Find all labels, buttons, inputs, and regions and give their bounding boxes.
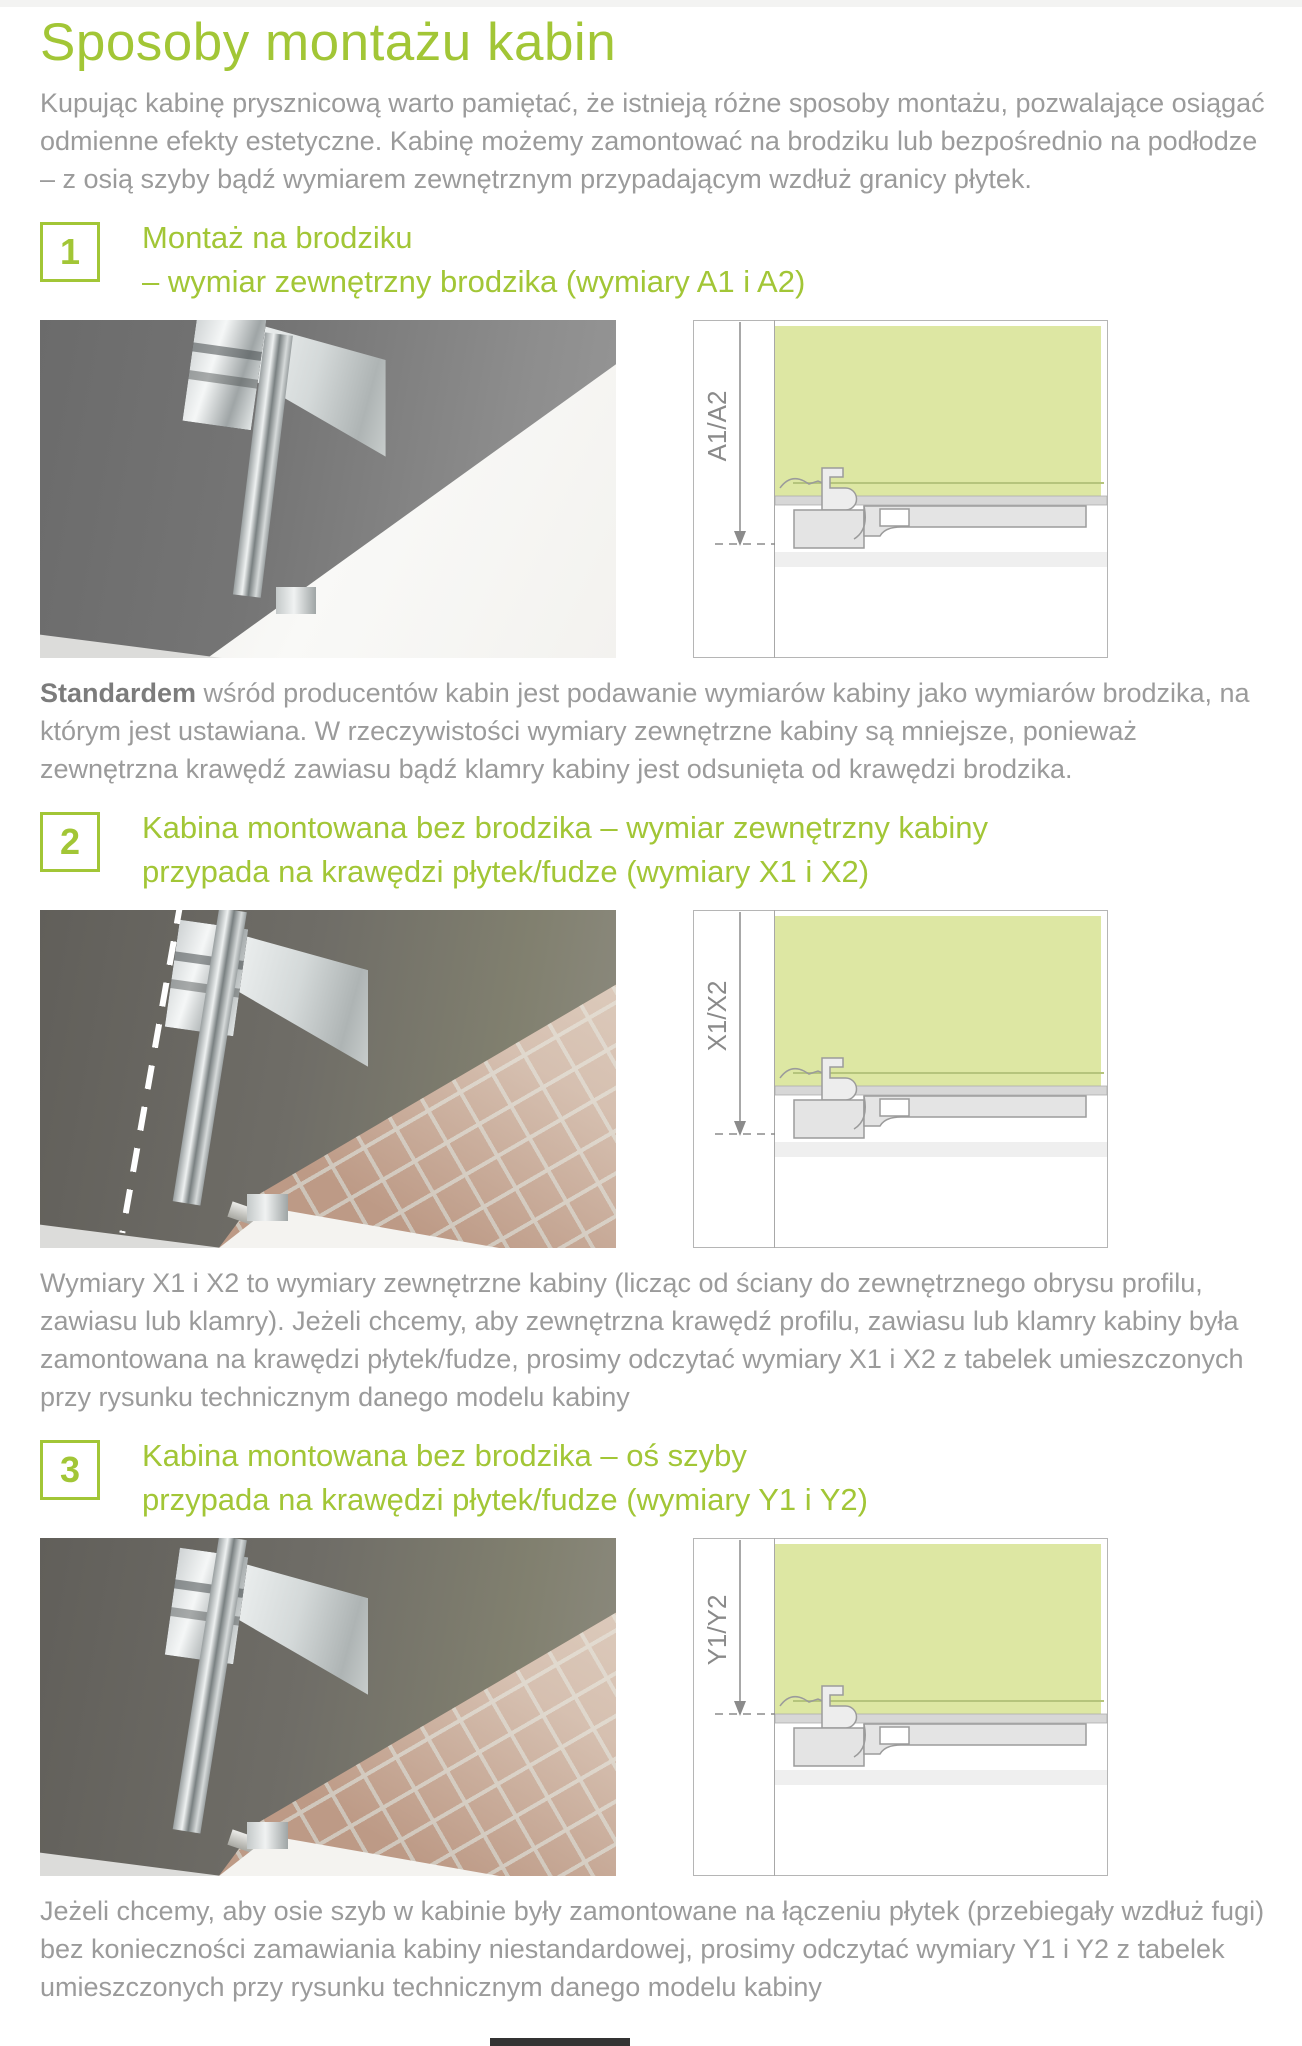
section-header [40, 1434, 1274, 1522]
hinge-arm [236, 1559, 368, 1701]
note-body: Jeżeli chcemy, aby osie szyb w kabinie były zamontowane na łączeniu płytek (przebiegały wzdłuż fugi) bez konieczności zamawiania kabiny niestandardowej, prosimy odczytać wymiary Y1 i Y2 z tabelek umieszczonych przy rysunku technicznym danego modelu kabiny [40, 1896, 1265, 2003]
section-heading-line2: – wymiar zewnętrzny brodzika (wymiary A1 i A2) [142, 264, 806, 300]
figure-row [40, 1538, 1274, 1876]
dimension-label: Y1/Y2 [702, 1594, 732, 1666]
note-body: Wymiary X1 i X2 to wymiary zewnętrzne kabiny (licząc od ściany do zewnętrznego obrysu profilu, zawiasu lub klamry). Jeżeli chcemy, aby zewnętrzna krawędź profilu, zawiasu lub klamry kabiny była zamontowana na krawędzi płytek/fudze, prosimy odczytać wymiary X1 i X2 z tabelek umieszczonych przy rysunku technicznym danego modelu kabiny [40, 1268, 1244, 1413]
note-lead: Standardem [40, 678, 197, 709]
section-bez-brodzika-wymiar-zewnetrzny [40, 806, 1274, 1416]
section-heading-line2: przypada na krawędzi płytek/fudze (wymiary Y1 i Y2) [142, 1482, 868, 1518]
note-body: wśród producentów kabin jest podawanie wymiarów kabiny jako wymiarów brodzika, na którym jest ustawiana. W rzeczywistości wymiary zewnętrzne kabiny są mniejsze, ponieważ zewnętrzna krawędź zawiasu bądź klamry kabiny jest odsunięta od krawędzi brodzika. [40, 678, 1250, 785]
section-heading-line1: Kabina montowana bez brodzika – oś szyby [142, 1438, 747, 1474]
profile-foot [247, 1822, 287, 1849]
section-number-badge: 2 [40, 812, 100, 872]
section-number-badge: 3 [40, 1440, 100, 1500]
figure-row [40, 320, 1274, 658]
profile-foot [276, 587, 316, 614]
section-heading [142, 1434, 868, 1522]
technical-diagram-x1-x2 [693, 910, 1108, 1248]
page-top-edge [0, 0, 1302, 7]
technical-diagram-y1-y2 [693, 1538, 1108, 1876]
section-heading-line2: przypada na krawędzi płytek/fudze (wymiary X1 i X2) [142, 854, 870, 890]
note-paragraph [40, 674, 1274, 788]
section-number-badge: 1 [40, 222, 100, 282]
hinge-plate [182, 320, 266, 429]
photo-hinge-on-shower-tray [40, 320, 616, 658]
photo-hinge-on-tiles [40, 1538, 616, 1876]
dimension-label: X1/X2 [702, 980, 732, 1052]
hinge-arm [236, 931, 368, 1073]
page-title: Sposoby montażu kabin [40, 13, 617, 72]
section-heading-line1: Montaż na brodziku [142, 220, 413, 256]
note-paragraph [40, 1264, 1274, 1416]
figure-row [40, 910, 1274, 1248]
section-heading [142, 806, 988, 894]
photo-hinge-on-tiles-with-axis [40, 910, 616, 1248]
technical-diagram-a1-a2 [693, 320, 1108, 658]
section-header [40, 806, 1274, 894]
profile-foot [247, 1194, 287, 1221]
dimension-label: A1/A2 [702, 390, 732, 462]
page-footer-bar [490, 2038, 630, 2046]
intro-paragraph: Kupując kabinę prysznicową warto pamiętać, że istnieją różne sposoby montażu, pozwalające osiągać odmienne efekty estetyczne. Kabinę możemy zamontować na brodziku lub bezpośrednio na podłodze – z osią szyby bądź wymiarem zewnętrznym przypadającym wzdłuż granicy płytek. [40, 88, 1265, 195]
section-montaz-na-brodziku [40, 216, 1274, 788]
section-heading-line1: Kabina montowana bez brodzika – wymiar zewnętrzny kabiny [142, 810, 989, 846]
section-header [40, 216, 1274, 304]
section-heading [142, 216, 805, 304]
section-bez-brodzika-os-szyby [40, 1434, 1274, 2006]
note-paragraph [40, 1892, 1274, 2006]
